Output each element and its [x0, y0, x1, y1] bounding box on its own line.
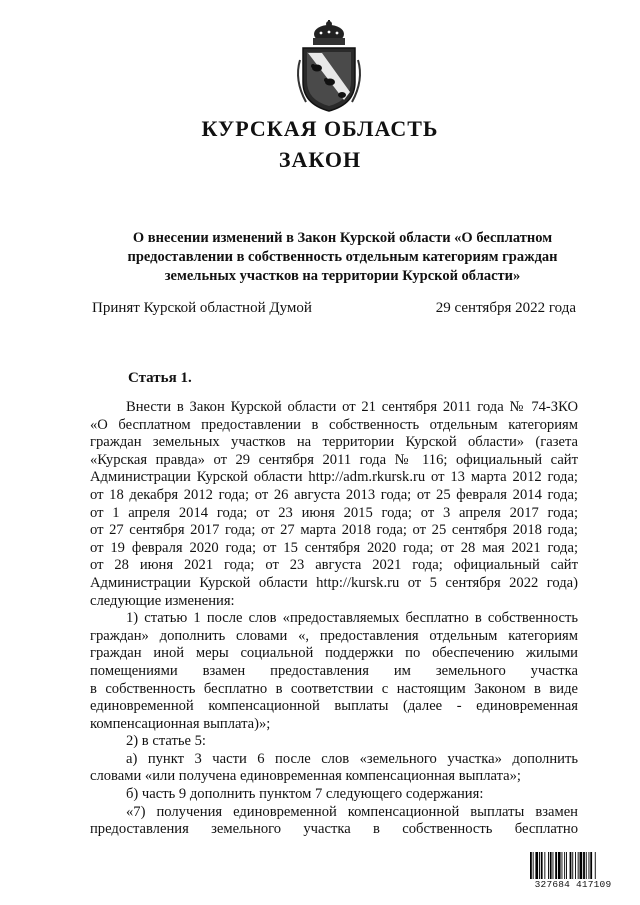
- barcode-number: 327684 417109: [528, 879, 618, 890]
- body-line: от 28 июня 2021 года; от 23 августа 2021 года; официальный сайт: [90, 557, 578, 574]
- barcode-bar: [578, 852, 579, 880]
- body-line: следующие изменения:: [90, 592, 235, 609]
- coat-of-arms-icon: [292, 20, 366, 112]
- barcode-bar: [575, 852, 576, 880]
- barcode-bar: [595, 852, 596, 880]
- body-line: Администрации Курской области http://adm.rkursk.ru от 13 марта 2012 года;: [90, 469, 578, 486]
- crown-icon: [313, 20, 345, 45]
- article-body: [90, 399, 578, 839]
- barcode-bar: [570, 852, 572, 880]
- region-title: КУРСКАЯ ОБЛАСТЬ: [201, 116, 439, 141]
- body-line: в собственность бесплатно в соответствии с настоящим Законом в виде: [90, 680, 578, 697]
- body-line: от 19 февраля 2020 года; от 15 сентября 2020 года; от 28 мая 2021 года;: [90, 539, 578, 556]
- body-line: от 1 апреля 2014 года; от 23 июня 2015 года; от 3 апреля 2017 года;: [90, 504, 578, 521]
- body-line: от 27 сентября 2017 года; от 27 марта 2018 года; от 25 сентября 2018 года;: [90, 522, 578, 539]
- body-line: Внести в Закон Курской области от 21 сентября 2011 года № 74-ЗКО: [126, 399, 578, 415]
- barcode-bar: [535, 852, 538, 880]
- barcode-bar: [564, 852, 565, 880]
- subject-line: предоставлении в собственность отдельным категориям граждан: [127, 249, 558, 265]
- barcode-bar: [572, 852, 573, 880]
- barcode-bar: [533, 852, 534, 880]
- barcode-bar: [539, 852, 540, 880]
- barcode-bar: [550, 852, 552, 880]
- body-line: словами «или получена единовременная компенсационная выплата»;: [90, 768, 521, 785]
- barcode-bar: [562, 852, 563, 880]
- barcode-bar: [580, 852, 583, 880]
- body-line: компенсационная выплата)»;: [90, 715, 271, 732]
- body-line: «Курская правда» от 29 сентября 2011 года № 116; официальный сайт: [90, 451, 578, 468]
- barcode-bar: [566, 852, 567, 880]
- body-line: 2) в статье 5:: [126, 733, 206, 750]
- adoption-date: 29 сентября 2022 года: [435, 300, 576, 316]
- barcode-bar: [548, 852, 549, 880]
- adopted-by: Принят Курской областной Думой: [92, 300, 312, 316]
- body-line: а) пункт 3 части 6 после слов «земельного участка» дополнить: [126, 750, 578, 767]
- subject-line: земельных участков на территории Курской области»: [164, 268, 521, 284]
- body-line: граждан земельных участков на территории Курской области» (газета: [90, 434, 578, 451]
- body-line: от 18 декабря 2012 года; от 26 августа 2013 года; от 25 февраля 2014 года;: [90, 486, 578, 503]
- body-line: граждан иной меры социальной поддержки по обеспечению жилыми: [90, 645, 578, 662]
- body-line: «7) получения единовременной компенсационной выплаты взамен: [126, 803, 578, 820]
- body-line: предоставления земельного участка в собственность бесплатно: [90, 821, 578, 838]
- body-line: б) часть 9 дополнить пунктом 7 следующего содержания:: [126, 786, 484, 803]
- adoption-row: [92, 300, 576, 317]
- barcode-bar: [530, 852, 532, 880]
- barcode-bar: [590, 852, 592, 880]
- article-heading: Статья 1.: [128, 370, 192, 386]
- barcode-bar: [544, 852, 545, 880]
- barcode-bar: [553, 852, 554, 880]
- barcode-bar: [558, 852, 561, 880]
- body-line: «О бесплатном предоставлении в собственность отдельным категориям: [90, 416, 578, 433]
- subject-line: О внесении изменений в Закон Курской области «О бесплатном: [132, 230, 553, 246]
- barcode-bar: [555, 852, 557, 880]
- barcode-bar: [541, 852, 543, 880]
- barcode-bar: [583, 852, 585, 880]
- body-line: единовременной компенсационной выплаты (далее - единовременная: [90, 698, 578, 715]
- barcode-bar: [586, 852, 587, 880]
- body-line: граждан» дополнить словами «, предоставления отдельным категориям: [90, 627, 578, 644]
- body-line: помещениями взамен предоставления им земельного участка: [90, 662, 578, 679]
- barcode-bar: [589, 852, 590, 880]
- body-line: Администрации Курской области http://kursk.ru от 5 сентября 2022 года): [90, 574, 578, 591]
- document-type-title: ЗАКОН: [278, 147, 362, 172]
- body-line: 1) статью 1 после слов «предоставляемых бесплатно в собственность: [126, 610, 578, 627]
- law-subject: [105, 229, 580, 286]
